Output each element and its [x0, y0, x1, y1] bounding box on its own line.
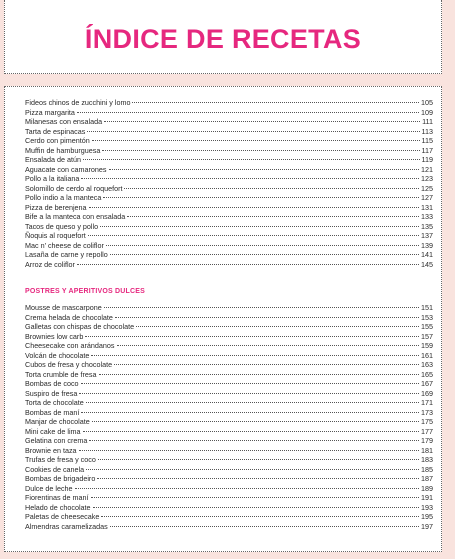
recipe-name: Crema helada de chocolate	[25, 312, 113, 322]
recipe-name: Mousse de mascarpone	[25, 303, 102, 312]
dot-leader	[89, 207, 419, 208]
page-number: 141	[421, 250, 433, 259]
page-number: 125	[421, 183, 433, 193]
recipe-name: Arroz de coliflor	[25, 259, 75, 269]
index-entry	[25, 436, 433, 446]
index-entry	[25, 408, 433, 418]
index-entry	[25, 474, 433, 484]
recipe-name: Muffin de hamburguesa	[25, 145, 101, 155]
title-box	[4, 0, 442, 74]
page-number: 109	[421, 107, 433, 117]
page-number: 193	[421, 502, 433, 512]
dot-leader	[87, 131, 419, 132]
recipe-name: Fiorentinas de maní	[25, 493, 89, 502]
dot-leader	[86, 402, 419, 403]
index-entry	[25, 351, 433, 361]
recipe-name: Bombas de brigadeiro	[25, 474, 96, 483]
index-entry	[25, 493, 433, 503]
recipe-name: Pollo indio a la manteca	[25, 193, 102, 202]
index-entry	[25, 212, 433, 222]
recipe-name: Mini cake de lima	[25, 426, 81, 436]
dot-leader	[104, 121, 420, 122]
recipe-name: Pizza de berenjena	[25, 202, 87, 212]
dot-leader	[88, 235, 419, 236]
index-entry	[25, 231, 433, 241]
dot-leader	[136, 326, 419, 327]
page-number: 177	[421, 426, 433, 436]
page-number: 119	[421, 155, 433, 164]
index-entry	[25, 260, 433, 270]
recipe-name: Brownie en taza	[25, 445, 77, 455]
page-number: 123	[421, 174, 433, 183]
index-entry	[25, 136, 433, 146]
page-number: 197	[421, 521, 433, 531]
recipe-name: Trufas de fresa y coco	[25, 455, 96, 464]
index-entry	[25, 250, 433, 260]
page-number: 115	[421, 136, 433, 145]
index-entry	[25, 127, 433, 137]
dot-leader	[110, 254, 419, 255]
page-number: 173	[421, 407, 433, 417]
index-entry	[25, 522, 433, 532]
recipe-name: Torta de chocolate	[25, 398, 84, 407]
recipe-name: Brownies low carb	[25, 331, 84, 341]
index-entry	[25, 370, 433, 380]
index-entry	[25, 108, 433, 118]
recipe-name: Almendras caramelizadas	[25, 521, 108, 531]
page-number: 179	[421, 436, 433, 445]
index-entry	[25, 455, 433, 465]
page-number: 185	[421, 464, 433, 474]
page-number: 183	[421, 455, 433, 464]
page-number: 161	[421, 350, 433, 360]
recipe-name: Mac n' cheese de coliflor	[25, 240, 104, 250]
dot-leader	[75, 488, 419, 489]
page-number: 139	[421, 240, 433, 250]
dot-leader	[97, 478, 419, 479]
index-entry	[25, 303, 433, 313]
index-entry	[25, 146, 433, 156]
page-number: 175	[421, 417, 433, 426]
recipe-name: Cookies de canela	[25, 464, 85, 474]
dot-leader	[77, 264, 419, 265]
dot-leader	[100, 226, 419, 227]
page-number: 127	[421, 193, 433, 202]
page-number: 151	[421, 303, 433, 312]
recipe-name: Ensalada de atún	[25, 155, 81, 164]
dot-leader	[124, 188, 419, 189]
page-number: 163	[421, 360, 433, 369]
recipe-name: Tarta de espinacas	[25, 126, 86, 136]
recipe-name: Pollo a la italiana	[25, 174, 80, 183]
index-entry	[25, 193, 433, 203]
index-entry	[25, 484, 433, 494]
recipe-name: Pizza margarita	[25, 107, 75, 117]
dot-leader	[110, 526, 419, 527]
dot-leader	[81, 412, 419, 413]
page-number: 105	[421, 98, 433, 107]
page-number: 187	[421, 474, 433, 483]
dot-leader	[83, 431, 419, 432]
index-entry	[25, 360, 433, 370]
dot-leader	[81, 178, 419, 179]
index-entry	[25, 155, 433, 165]
index-entry	[25, 446, 433, 456]
page-number: 121	[421, 164, 433, 174]
page-number: 157	[421, 331, 433, 341]
dot-leader	[117, 345, 419, 346]
recipe-name: Cheesecake con arándanos	[25, 341, 115, 350]
dot-leader	[132, 102, 419, 103]
page-number: 169	[421, 388, 433, 398]
recipe-name: Ñoquis al roquefort	[25, 231, 86, 240]
dot-leader	[83, 159, 420, 160]
recipe-list-main	[25, 98, 433, 269]
index-entry	[25, 379, 433, 389]
index-entry	[25, 503, 433, 513]
page-number: 191	[421, 493, 433, 502]
index-entry	[25, 427, 433, 437]
recipe-name: Cerdo con pimentón	[25, 136, 90, 145]
page-number: 181	[421, 445, 433, 455]
dot-leader	[92, 421, 419, 422]
index-entry	[25, 341, 433, 351]
recipe-name: Helado de chocolate	[25, 502, 91, 512]
page-number: 117	[421, 145, 433, 155]
dot-leader	[86, 469, 419, 470]
dot-leader	[81, 383, 419, 384]
dot-leader	[106, 245, 419, 246]
page-number: 113	[421, 126, 433, 136]
dot-leader	[109, 169, 419, 170]
index-entry	[25, 417, 433, 427]
index-entry	[25, 117, 433, 127]
dot-leader	[115, 317, 419, 318]
page-number: 137	[421, 231, 433, 240]
recipe-name: Bombas de coco	[25, 379, 79, 388]
page-number: 189	[421, 483, 433, 493]
index-entry	[25, 174, 433, 184]
recipe-name: Cubos de fresa y chocolate	[25, 360, 113, 369]
index-entry	[25, 203, 433, 213]
dot-leader	[102, 150, 419, 151]
index-entry	[25, 165, 433, 175]
recipe-name: Aguacate con camarones	[25, 164, 107, 174]
page-number: 133	[421, 212, 433, 221]
dot-leader	[77, 112, 419, 113]
recipe-name: Manjar de chocolate	[25, 417, 90, 426]
dot-leader	[79, 450, 419, 451]
dot-leader	[85, 336, 419, 337]
dot-leader	[103, 197, 419, 198]
index-entry	[25, 184, 433, 194]
page-number: 171	[421, 398, 433, 407]
dot-leader	[99, 374, 419, 375]
page-number: 195	[421, 512, 433, 521]
recipe-list-sweets	[25, 303, 433, 531]
recipe-name: Lasaña de carne y repollo	[25, 250, 108, 259]
index-entry	[25, 512, 433, 522]
page-title: ÍNDICE DE RECETAS	[84, 24, 362, 54]
page-number: 165	[421, 369, 433, 379]
page-number: 153	[421, 312, 433, 322]
index-entry	[25, 322, 433, 332]
recipe-name: Tacos de queso y pollo	[25, 221, 99, 231]
index-entry	[25, 241, 433, 251]
page-number: 135	[421, 221, 433, 231]
recipe-name: Solomillo de cerdo al roquefort	[25, 183, 123, 193]
page-number: 131	[421, 202, 433, 212]
dot-leader	[104, 307, 419, 308]
recipe-name: Dulce de leche	[25, 483, 73, 493]
dot-leader	[93, 507, 419, 508]
index-entry	[25, 222, 433, 232]
recipe-name: Bife a la manteca con ensalada	[25, 212, 126, 221]
dot-leader	[89, 440, 419, 441]
section-title-sweets: POSTRES Y APERITIVOS DULCES	[25, 288, 146, 295]
recipe-name: Torta crumble de fresa	[25, 369, 97, 379]
dot-leader	[91, 355, 419, 356]
recipe-name: Volcán de chocolate	[25, 350, 90, 360]
index-entry	[25, 389, 433, 399]
index-entry	[25, 398, 433, 408]
index-entry	[25, 313, 433, 323]
index-entry	[25, 465, 433, 475]
index-entry	[25, 332, 433, 342]
dot-leader	[127, 216, 419, 217]
page-number: 159	[421, 341, 433, 350]
page-number: 111	[422, 117, 433, 126]
recipe-name: Bombas de maní	[25, 407, 80, 417]
recipe-name: Paletas de cheesecake	[25, 512, 100, 521]
recipe-name: Suspiro de fresa	[25, 388, 78, 398]
recipe-name: Gelatina con crema	[25, 436, 88, 445]
recipe-name: Fideos chinos de zucchini y lomo	[25, 98, 131, 107]
index-content	[4, 86, 442, 552]
dot-leader	[101, 516, 419, 517]
dot-leader	[98, 459, 419, 460]
dot-leader	[91, 497, 419, 498]
recipe-name: Galletas con chispas de chocolate	[25, 322, 135, 331]
dot-leader	[92, 140, 420, 141]
dot-leader	[79, 393, 419, 394]
page-number: 145	[421, 259, 433, 269]
page-number: 167	[421, 379, 433, 388]
page-number: 155	[421, 322, 433, 331]
recipe-name: Milanesas con ensalada	[25, 117, 103, 126]
index-entry	[25, 98, 433, 108]
dot-leader	[114, 364, 419, 365]
